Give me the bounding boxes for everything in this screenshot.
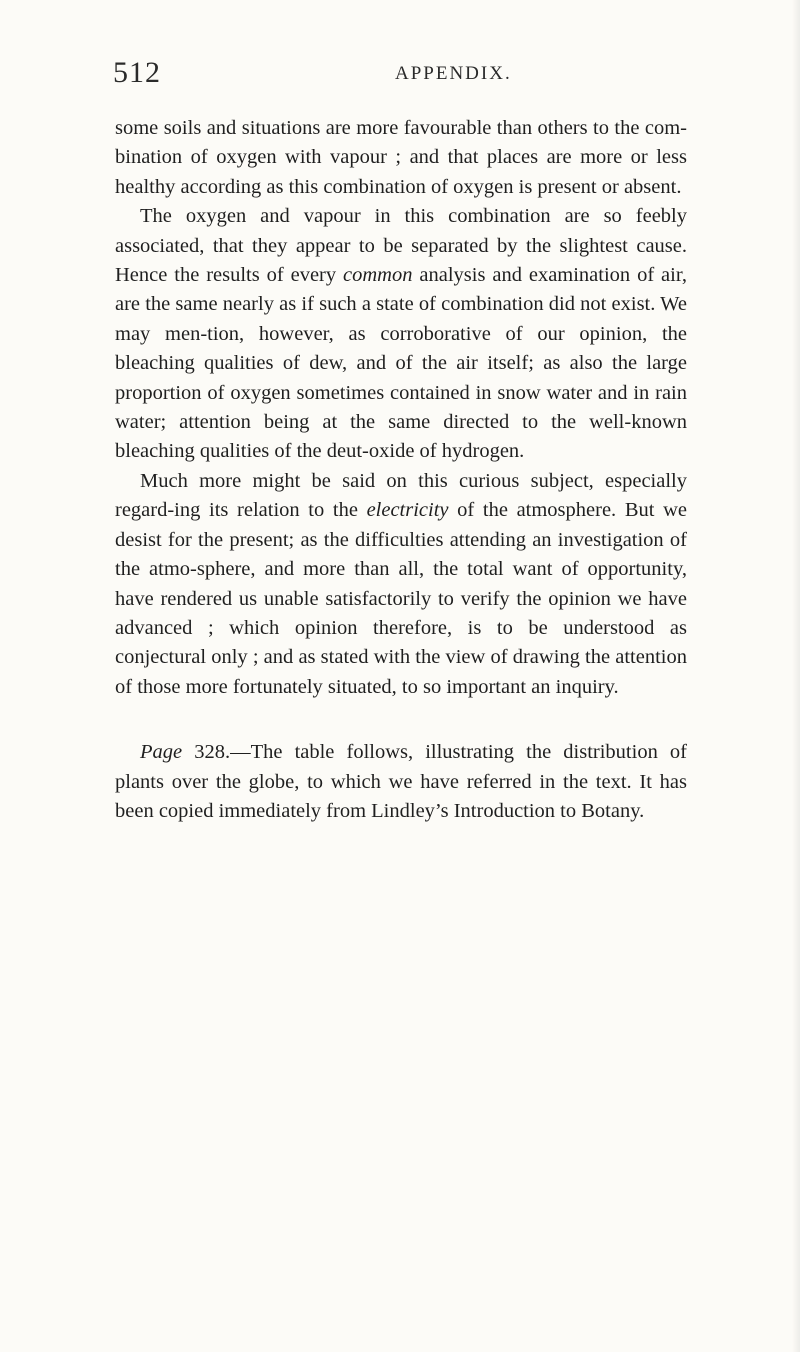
paragraph-text: 328.—The table follows, illustrating the distribution of plants over the globe, to which we have referred in the text. It has been copied immediately from Lindley’s Introduction to Botany. [115, 741, 687, 822]
body-text [115, 114, 687, 826]
paragraph-text: some soils and situations are more favourable than others to the com-bination of oxygen with vapour ; and that places are more or less healthy according as this combination of oxygen is present or absent. [115, 117, 687, 198]
paragraph-text: of the atmosphere. But we desist for the present; as the difficulties attending an investigation of the atmo-sphere, and more than all, the total want of opportunity, have rendered us unable satisfactorily to verify the opinion we have advanced ; which opinion therefore, is to be understood as conjectural only ; and as stated with the view of drawing the attention of those more fortunately situated, to so important an inquiry. [115, 499, 687, 698]
page-edge-shadow [792, 0, 800, 1352]
paragraph-text: Much more might be said on this curious subject, especially regard-ing its relation to the [115, 469, 687, 522]
running-head: APPENDIX. [395, 63, 512, 84]
paragraph-electricity [115, 467, 687, 702]
paragraph-continuation [115, 114, 687, 202]
italic-word: common [343, 264, 413, 287]
paragraph-page-note [115, 738, 687, 826]
paragraph-oxygen-vapour [115, 202, 687, 467]
italic-word: electricity [366, 499, 449, 522]
page-header [0, 56, 800, 100]
page-number: 512 [113, 56, 161, 89]
paragraph-text: The oxygen and vapour in this combination are so feebly associated, that they appear to be separated by the slightest cause. Hence the results of every [115, 205, 687, 287]
italic-word: Page [140, 741, 183, 764]
paragraph-text: analysis and examination of air, are the same nearly as if such a state of combination did not exist. We may men-tion, however, as corroborative of our opinion, the bleaching qualities of dew, and of the air itself; as also the large proportion of oxygen sometimes contained in snow water and in rain water; attention being at the same directed to the well-known bleaching qualities of the deut-oxide of hydrogen. [115, 264, 687, 463]
